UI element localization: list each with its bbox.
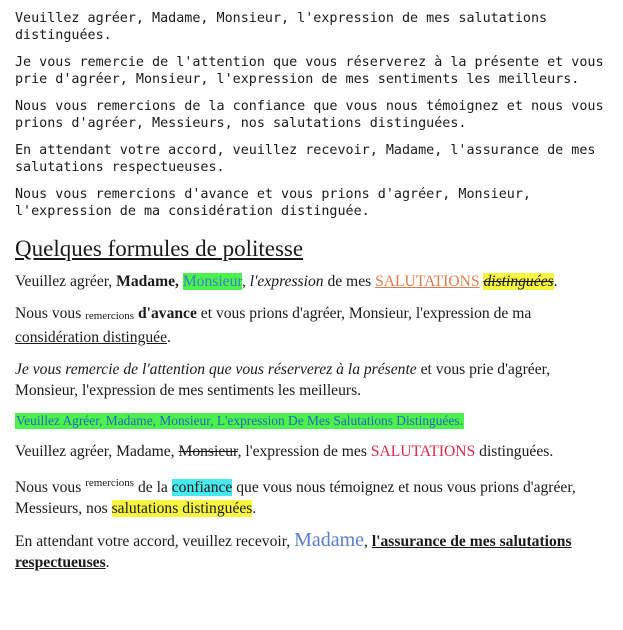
orange-salutations: SALUTATIONS [375,273,480,290]
formula-paragraph-3 [15,359,609,401]
section-heading: Quelques formules de politesse [15,236,304,261]
text-run: et vous prie d'agréer, Monsieur, l'expression de mes sentiments les meilleurs. [15,361,551,399]
text-run: Veuillez agréer, [15,273,117,290]
text-run: , [364,533,372,550]
text-run: de la [134,479,172,496]
text-run: distinguées. [475,443,554,460]
highlight-monsieur: Monsieur [182,273,242,290]
text-run: . [553,273,558,290]
text-run: . [252,500,257,517]
text-run: Nous vous [15,305,86,322]
text-run: , [241,273,250,290]
bold-madame: Madame, [116,273,179,290]
struck-distinguees: distinguées [483,273,554,290]
highlight-confiance: confiance [171,479,233,496]
red-salutations: SALUTATIONS [370,443,476,460]
highlight-salutations: salutations distinguées [111,500,253,517]
bold-davance: d'avance [137,305,197,322]
formula-paragraph-2 [15,303,609,348]
struck-monsieur: Monsieur [178,443,238,460]
mono-paragraph-2: Je vous remercie de l'attention que vous réserverez à la présente et vous prie d'agréer, Monsieur, l'expression de mes sentiments les meilleurs. [15,55,604,87]
large-blue-madame: Madame [294,529,365,551]
superscript-remercions: remercions [85,477,135,489]
text-run: Nous vous [15,479,86,496]
formula-paragraph-1 [15,271,609,292]
text-run: . [105,554,110,571]
italic-run: Je vous remercie de l'attention que vous réserverez à la présente [15,361,417,378]
mono-paragraph-4: En attendant votre accord, veuillez recevoir, Madame, l'assurance de mes salutations respectueuses. [15,143,596,175]
text-run: et vous prions d'agréer, Monsieur, l'expression de ma [196,305,532,322]
mono-paragraph-5: Nous vous remercions d'avance et vous prions d'agréer, Monsieur, l'expression de ma considération distinguée. [15,187,531,219]
formula-paragraph-7 [15,530,609,573]
subscript-remercions: remercions [85,310,135,322]
text-run: , l'expression de mes [237,443,371,460]
text-run: En attendant votre accord, veuillez recevoir, [15,533,295,550]
text-run: de mes [323,273,376,290]
underlined-consideration: considération distinguée [15,329,168,346]
text-run: que vous nous témoignez et nous vous prions d'agréer, Messieurs, nos [15,479,576,517]
formula-paragraph-5 [15,441,609,462]
italic-expression: l'expression [249,273,324,290]
text-run: . [167,329,171,346]
highlighted-title-case-line: Veuillez Agréer, Madame, Monsieur, L'expression De Mes Salutations Distinguées. [16,413,463,428]
formula-paragraph-6 [15,473,609,519]
mono-paragraph-1: Veuillez agréer, Madame, Monsieur, l'expression de mes salutations distinguées. [15,11,548,43]
text-run: Veuillez agréer, Madame, [15,443,179,460]
bold-underlined-assurance: l'assurance de mes salutations respectueuses [15,533,572,571]
mono-paragraph-3: Nous vous remercions de la confiance que vous nous témoignez et nous vous prions d'agréer, Messieurs, nos salutations distinguées. [15,99,604,131]
